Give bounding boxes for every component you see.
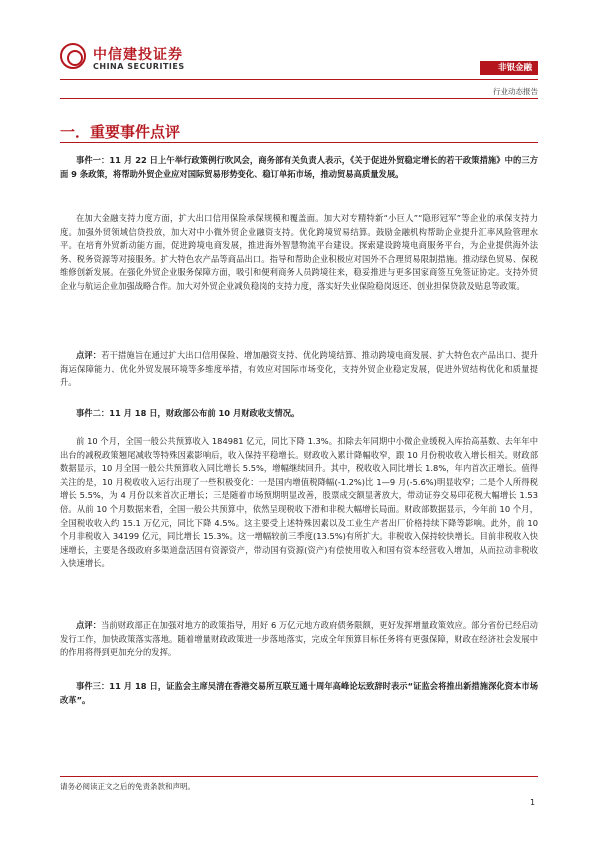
sector-badge: 非银金融 [480,61,538,75]
event-one-body: 在加大金融支持力度方面，扩大出口信用保险承保规模和覆盖面。加大对专精特新“小巨人”“隐形冠军”等企业的承保支持力度。加强外贸领域信贷投放，加大对中小微外贸企业融资支持。优化跨境贸易结算。鼓励金融机构帮助企业提升汇率风险管理水平。在培育外贸新动能方面，促进跨境电商发展，推进海外智慧物流平台建设。探索建设跨境电商服务平台，为企业提供海外法务、税务资源等对接服务。扩大特色农产品等商品出口。指导和帮助企业积极应对国外不合理贸易限制措施。推动绿色贸易、保税维修创新发展。在强化外贸企业服务保障方面，吸引和便利商务人员跨境往来，稳妥推进与更多国家商签互免签证协定。支持外贸企业与航运企业加强战略合作。加大对外贸企业减负稳岗的支持力度，落实好失业保险稳岗返还、创业担保贷款及贴息等政策。 [60,213,538,291]
comment-label: 点评： [76,620,102,630]
comment-text: 当前财政部正在加强对地方的政策指导，用好 6 万亿元地方政府债务限额，更好发挥增量政策效应。部分省份已经启动发行工作，加快政策落实落地。随着增量财政政策进一步落地落实，完成全年预算目标任务将有更强保障，财政在经济社会发展中的作用将得到更加充分的发挥。 [60,620,538,658]
report-type-label: 行业动态报告 [493,87,538,96]
section-rule [60,142,538,143]
event-one-comment [60,349,538,390]
event-one-heading: 事件一：11 月 22 日上午举行政策例行吹风会，商务部有关负责人表示，《关于促进外贸稳定增长的若干政策措施》中的三方面 9 条政策，将帮助外贸企业应对国际贸易形势变化、稳订单拓市场，推动贸易高质量发展。 [60,155,538,179]
comment-text: 若干措施旨在通过扩大出口信用保险、增加融资支持、优化跨境结算、推动跨境电商发展、扩大特色农产品出口、提升海运保障能力、优化外贸发展环境等多维度举措，有效应对国际市场变化，支持外贸企业稳定发展，促进外贸结构优化和质量提升。 [60,350,538,388]
logo-mark-icon [60,43,86,69]
footer-rule [60,776,538,777]
disclaimer-note: 请务必阅读正文之后的免责条款和声明。 [60,782,195,791]
event-two-heading: 事件二：11 月 18 日，财政部公布前 10 月财政收支情况。 [76,408,300,418]
event-three-heading: 事件三：11 月 18 日，证监会主席吴清在香港交易所互联互通十周年高峰论坛致辞时表示“证监会将推出新措施深化资本市场改革”。 [60,681,538,705]
logo-english-name: CHINA SECURITIES [93,62,185,71]
section-title: 一．重要事件点评 [60,123,181,141]
header-rule-secondary [60,98,538,99]
page-number: 1 [530,798,536,807]
logo-chinese-name: 中信建投证券 [93,47,183,63]
event-two-body: 前 10 个月，全国一般公共预算收入 184981 亿元，同比下降 1.3%。扣除去年同期中小微企业缓税入库抬高基数、去年年中出台的减税政策翘尾减收等特殊因素影响后，收入保持平稳增长。财政收入累计降幅收窄，跟 10 月份税收收入增长相关。财政部数据显示，10 月全国一般公共预算收入同比增长 5.5%，增幅继续回升。其中，税收收入同比增长 1.8%，年内首次正增长。值得关注的是，10 月税收收入运行出现了一些积极变化：一是国内增值税降幅(-1.2%)比 1—9 月(-5.6%)明显收窄；二是个人所得税增长 5.5%，为 4 月份以来首次正增长；三是随着市场预期明显改善，股票成交额显著放大，带动证券交易印花税大幅增长 1.53 倍。从前 10 个月数据来看，全国一般公共预算中，依然呈现税收下滑和非税大幅增长局面。财政部数据显示，今年前 10 个月，全国税收收入约 15.1 万亿元，同比下降 4.5%。这主要受上述特殊因素以及工业生产者出厂价格持续下降等影响。此外，前 10 个月非税收入 34199 亿元，同比增长 15.3%。这一增幅较前三季度(13.5%)有所扩大。非税收入保持较快增长。目前非税收入快速增长，主要是各级政府多渠道盘活国有资源资产，带动国有资源(资产)有偿使用收入和国有资本经营收入增加，从而拉动非税收入快速增长。 [60,436,538,569]
event-two-comment [60,619,538,660]
header-rule [60,79,538,80]
comment-label: 点评： [76,350,102,360]
